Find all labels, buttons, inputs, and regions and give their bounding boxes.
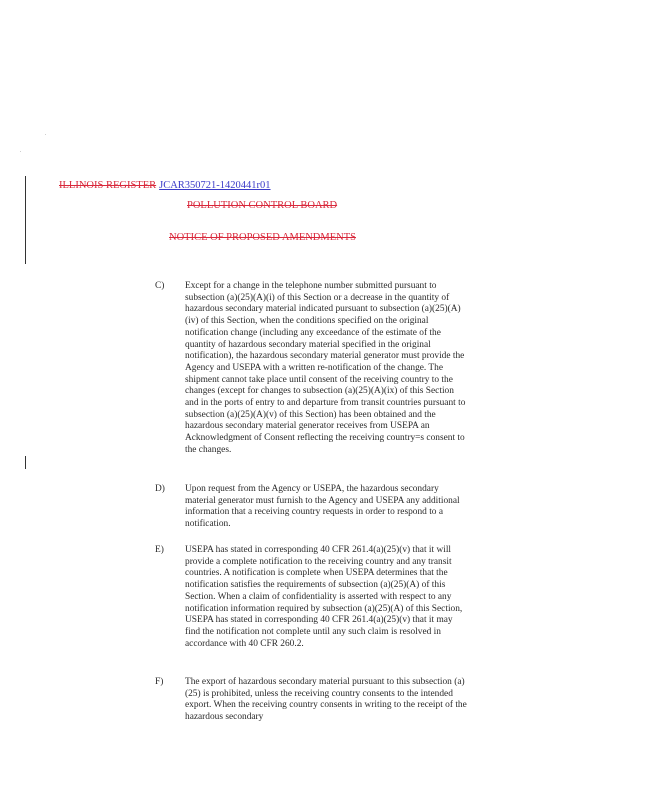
paragraph-f <box>149 677 469 724</box>
paragraph-text: USEPA has stated in corresponding 40 CFR 261.4(a)(25)(v) that it will provide a complete notification to the receiving country and any transit countries. A notification is complete when USEPA determines that the notification satisfies the requirements of subsection (a)(25)(A) of this Section. When a claim of confidentiality is asserted with respect to any notification information required by subsection (a)(25)(A) of this Section, USEPA has stated in corresponding 40 CFR 261.4(a)(25)(v) that it may find the notification not complete until any such claim is resolved in accordance with 40 CFR 260.2. <box>185 545 463 649</box>
paragraph-label: C) <box>155 281 165 291</box>
paragraph-text: Upon request from the Agency or USEPA, the hazardous secondary material generator must furnish to the Agency and USEPA any additional information that a receiving country requests in order to respond to a notification. <box>185 484 460 530</box>
register-label: ILLINOIS REGISTER <box>59 180 157 191</box>
paragraph-text: The export of hazardous secondary material pursuant to this subsection (a)(25) is prohibited, unless the receiving country consents to the intended export. When the receiving country consents in writing to the receipt of the hazardous secondary <box>185 677 467 723</box>
paragraph-text: Except for a change in the telephone number submitted pursuant to subsection (a)(25)(A)(i) of this Section or a decrease in the quantity of hazardous secondary material indicated pursuant to subsection (a)(25)(A)(iv) of this Section, when the conditions specified on the original notification change (including any exceedance of the estimate of the quantity of hazardous secondary material specified in the original notification), the hazardous secondary material generator must provide the Agency and USEPA with a written re-notification of the change. The shipment cannot take place until consent of the receiving country to the changes (except for changes to subsection (a)(25)(A)(ix) of this Section and in the ports of entry to and departure from transit countries pursuant to subsection (a)(25)(A)(v) of this Section) has been obtained and the hazardous secondary material generator receives from USEPA an Acknowledgment of Consent reflecting the receiving country=s consent to the changes. <box>185 281 466 455</box>
paragraph-e <box>149 545 469 650</box>
scan-speck <box>20 151 21 152</box>
paragraph-label: E) <box>155 545 164 555</box>
notice-title: NOTICE OF PROPOSED AMENDMENTS <box>169 232 356 243</box>
docket-code: JCAR350721-1420441r01 <box>159 180 271 191</box>
register-header <box>59 175 271 193</box>
scan-speck <box>45 134 46 135</box>
paragraph-label: F) <box>155 677 164 687</box>
paragraph-d <box>149 484 469 531</box>
board-title: POLLUTION CONTROL BOARD <box>187 200 338 211</box>
paragraph-c <box>149 281 469 457</box>
paragraph-label: D) <box>155 484 165 494</box>
change-bar <box>25 176 26 264</box>
change-bar <box>25 456 26 469</box>
